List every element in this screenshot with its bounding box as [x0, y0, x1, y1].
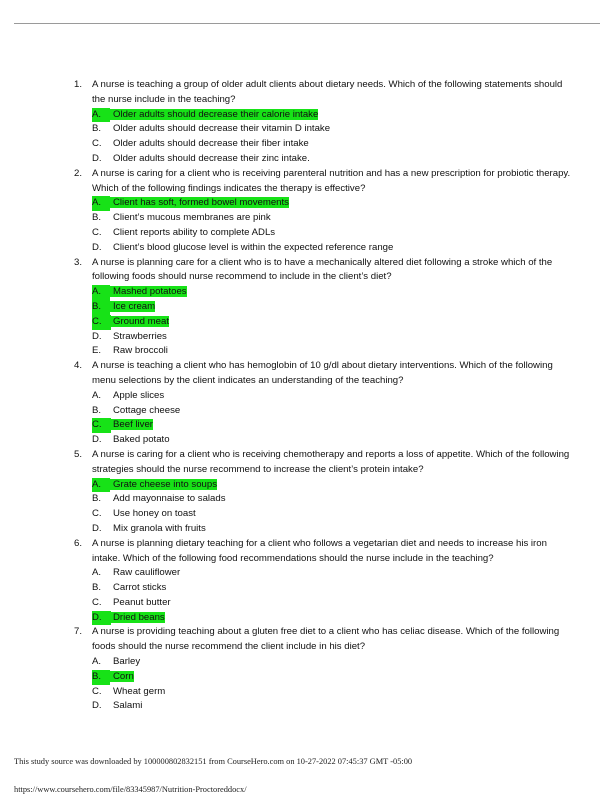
question-stem: [0, 256, 606, 286]
question-text: A nurse is teaching a group of older adult clients about dietary needs. Which of the following statements should the nurse include in the teaching?: [92, 79, 563, 105]
answer-option: [0, 152, 606, 167]
answer-option: [0, 522, 606, 537]
option-letter: A.: [92, 567, 102, 579]
answer-option: [0, 566, 606, 581]
option-text: Beef liver: [104, 419, 153, 430]
answer-option: [0, 699, 606, 714]
question-number: 2.: [74, 167, 83, 179]
option-letter: A.: [92, 108, 110, 123]
option-text: Ice cream: [104, 301, 155, 312]
option-letter: E.: [92, 345, 102, 357]
question-stem: [0, 625, 606, 655]
option-letter: D.: [92, 241, 102, 253]
question-number: 4.: [74, 360, 83, 372]
option-letter: C.: [92, 418, 111, 433]
option-text: Strawberries: [113, 330, 167, 342]
option-text: Add mayonnaise to salads: [113, 493, 226, 505]
option-text: Cottage cheese: [113, 404, 181, 416]
answer-option: [0, 596, 606, 611]
option-letter: C.: [92, 685, 102, 697]
option-text: Grate cheese into soups: [104, 479, 217, 490]
option-text: Ground meat: [104, 316, 169, 327]
option-letter: B.: [92, 123, 102, 135]
option-text: Older adults should decrease their vitamin D intake: [113, 123, 331, 135]
question-stem: [0, 167, 606, 197]
option-text: Raw cauliflower: [113, 567, 181, 579]
option-text: Client has soft, formed bowel movements: [104, 197, 289, 208]
option-text: Use honey on toast: [113, 508, 196, 520]
option-text: Apple slices: [113, 389, 165, 401]
answer-option: [0, 122, 606, 137]
option-text: Corn: [104, 671, 134, 682]
question-number: 3.: [74, 256, 83, 268]
question-list: [0, 78, 606, 714]
option-text: Older adults should decrease their zinc intake.: [113, 152, 310, 164]
answer-option: [0, 685, 606, 700]
option-letter: A.: [92, 196, 110, 211]
answer-option: [0, 389, 606, 404]
option-letter: A.: [92, 656, 102, 668]
answer-option-highlighted: [0, 418, 606, 433]
answer-option: [0, 507, 606, 522]
answer-option: [0, 137, 606, 152]
answer-option-highlighted: [0, 196, 606, 211]
source-url[interactable]: https://www.coursehero.com/file/83345987/Nutrition-Proctoreddocx/: [14, 785, 247, 794]
option-text: Salami: [113, 700, 143, 712]
question-text: A nurse is planning care for a client who is to have a mechanically altered diet following a stroke which of the following foods should nurse recommend to include in the client’s diet?: [92, 256, 553, 283]
option-text: Client’s mucous membranes are pink: [113, 212, 271, 224]
option-text: Peanut butter: [113, 596, 171, 608]
question-number: 7.: [74, 626, 83, 638]
answer-option: [0, 492, 606, 507]
option-letter: C.: [92, 315, 111, 330]
answer-option-highlighted: [0, 611, 606, 626]
option-letter: D.: [92, 611, 111, 626]
option-letter: B.: [92, 670, 110, 685]
answer-option: [0, 241, 606, 256]
question-number: 5.: [74, 448, 83, 460]
option-text: Mashed potatoes: [104, 286, 187, 297]
answer-option: [0, 581, 606, 596]
option-letter: D.: [92, 330, 102, 342]
question-text: A nurse is caring for a client who is receiving parenteral nutrition and has a new prescription for probiotic therapy. Which of the following findings indicates the therapy is effective?: [92, 167, 571, 194]
option-letter: D.: [92, 434, 102, 446]
option-letter: D.: [92, 700, 102, 712]
option-letter: C.: [92, 508, 102, 520]
answer-option: [0, 226, 606, 241]
question-stem: [0, 78, 606, 108]
answer-option: [0, 433, 606, 448]
answer-option: [0, 344, 606, 359]
option-letter: A.: [92, 285, 110, 300]
answer-option: [0, 211, 606, 226]
answer-option-highlighted: [0, 285, 606, 300]
option-letter: A.: [92, 478, 110, 493]
option-text: Raw broccoli: [113, 345, 168, 357]
answer-option-highlighted: [0, 300, 606, 315]
option-letter: B.: [92, 300, 110, 315]
answer-option: [0, 655, 606, 670]
question-text: A nurse is caring for a client who is receiving chemotherapy and reports a loss of appetite. Which of the following strategies should the nurse recommend to increase the client’s protein intake?: [92, 448, 570, 475]
option-text: Older adults should decrease their fiber intake: [113, 138, 309, 150]
option-letter: B.: [92, 493, 102, 505]
option-text: Mix granola with fruits: [113, 522, 206, 534]
option-text: Older adults should decrease their calorie intake: [104, 109, 318, 120]
option-text: Barley: [113, 656, 141, 668]
option-letter: B.: [92, 582, 102, 594]
option-text: Wheat germ: [113, 685, 166, 697]
option-letter: A.: [92, 389, 102, 401]
option-text: Carrot sticks: [113, 582, 167, 594]
question-stem: [0, 448, 606, 478]
download-notice: This study source was downloaded by 100000802832151 from CourseHero.com on 10-27-2022 07:45:37 GMT -05:00: [14, 757, 413, 766]
question-number: 6.: [74, 537, 83, 549]
question-stem: [0, 359, 606, 389]
option-letter: D.: [92, 522, 102, 534]
option-letter: B.: [92, 404, 102, 416]
option-text: Client’s blood glucose level is within the expected reference range: [113, 241, 394, 253]
answer-option: [0, 404, 606, 419]
answer-option-highlighted: [0, 108, 606, 123]
answer-option-highlighted: [0, 478, 606, 493]
answer-option-highlighted: [0, 670, 606, 685]
question-number: 1.: [74, 79, 83, 90]
option-letter: C.: [92, 596, 102, 608]
option-letter: D.: [92, 152, 102, 164]
answer-option-highlighted: [0, 315, 606, 330]
option-letter: C.: [92, 226, 102, 238]
option-text: Baked potato: [113, 434, 170, 446]
option-text: Dried beans: [104, 612, 165, 623]
header-rule: [14, 23, 600, 24]
question-text: A nurse is planning dietary teaching for a client who follows a vegetarian diet and needs to increase his iron intake. Which of the following food recommendations should the nurse include in the teaching?: [92, 537, 547, 564]
question-text: A nurse is providing teaching about a gluten free diet to a client who has celiac disease. Which of the following foods should the nurse recommend the client include in his diet?: [92, 626, 560, 653]
option-letter: C.: [92, 138, 102, 150]
question-stem: [0, 537, 606, 567]
answer-option: [0, 330, 606, 345]
option-text: Client reports ability to complete ADLs: [113, 226, 276, 238]
question-text: A nurse is teaching a client who has hemoglobin of 10 g/dl about dietary interventions. Which of the following menu selections by the client indicates an understanding of the teaching?: [92, 360, 553, 386]
option-letter: B.: [92, 212, 102, 224]
